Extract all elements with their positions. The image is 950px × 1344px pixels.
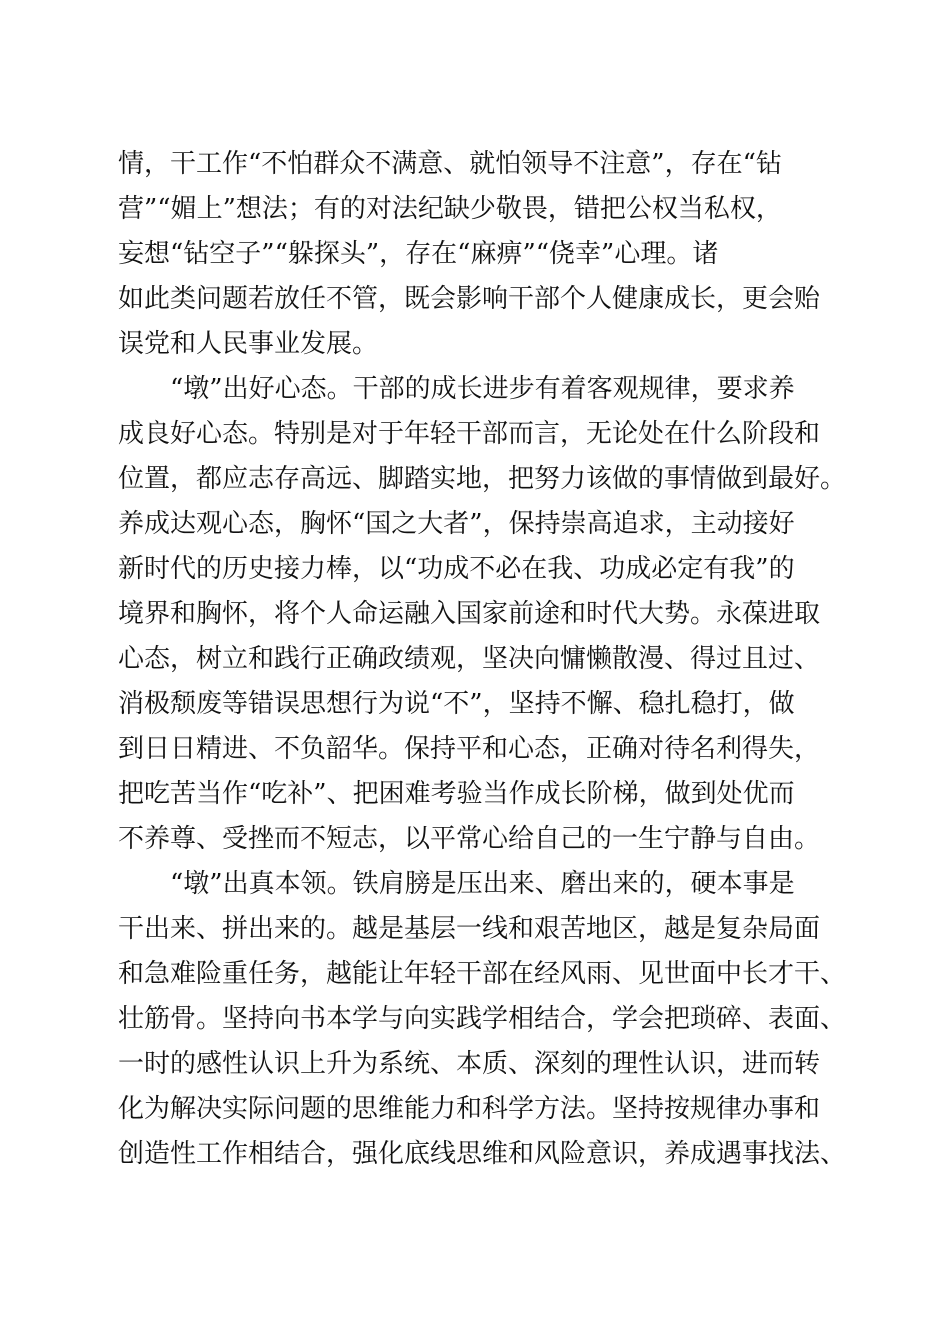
text-line: 壮筋骨。坚持向书本学与向实践学相结合，学会把琐碎、表面、 [118,1004,847,1034]
text-line: 营”“媚上”想法；有的对法纪缺少敬畏，错把公权当私权， [118,194,782,224]
text-line: 情，干工作“不怕群众不满意、就怕领导不注意”，存在“钻 [118,149,782,179]
text-line: 心态，树立和践行正确政绩观，坚决向慵懒散漫、得过且过、 [118,644,821,674]
text-line: 成良好心态。特别是对于年轻干部而言，无论处在什么阶段和 [118,419,821,449]
text-line: 干出来、拼出来的。越是基层一线和艰苦地区，越是复杂局面 [118,914,821,944]
text-line: 不养尊、受挫而不短志，以平常心给自己的一生宁静与自由。 [118,824,821,854]
text-line: 境界和胸怀，将个人命运融入国家前途和时代大势。永葆进取 [118,599,821,629]
text-line: 新时代的历史接力棒，以“功成不必在我、功成必定有我”的 [118,554,795,584]
text-line: 消极颓废等错误思想行为说“不”，坚持不懈、稳扎稳打，做 [118,689,795,719]
text-line: 创造性工作相结合，强化底线思维和风险意识，养成遇事找法、 [118,1139,847,1169]
text-line: 如此类问题若放任不管，既会影响干部个人健康成长，更会贻 [118,284,821,314]
paragraph-start-line: “墩”出真本领。铁肩膀是压出来、磨出来的，硬本事是 [170,869,795,899]
document-body [118,142,847,1177]
text-line: 位置，都应志存高远、脚踏实地，把努力该做的事情做到最好。 [118,464,847,494]
text-line: 养成达观心态，胸怀“国之大者”，保持崇高追求，主动接好 [118,509,795,539]
text-line: 化为解决实际问题的思维能力和科学方法。坚持按规律办事和 [118,1094,821,1124]
text-line: 一时的感性认识上升为系统、本质、深刻的理性认识，进而转 [118,1049,821,1079]
paragraph-start-line: “墩”出好心态。干部的成长进步有着客观规律，要求养 [170,374,795,404]
text-line: 妄想“钻空子”“躲探头”，存在“麻痹”“侥幸”心理。诸 [118,239,719,269]
text-line: 把吃苦当作“吃补”、把困难考验当作成长阶梯，做到处优而 [118,779,795,809]
text-line: 到日日精进、不负韶华。保持平和心态，正确对待名利得失， [118,734,821,764]
text-line: 误党和人民事业发展。 [118,329,379,359]
text-line: 和急难险重任务，越能让年轻干部在经风雨、见世面中长才干、 [118,959,847,989]
